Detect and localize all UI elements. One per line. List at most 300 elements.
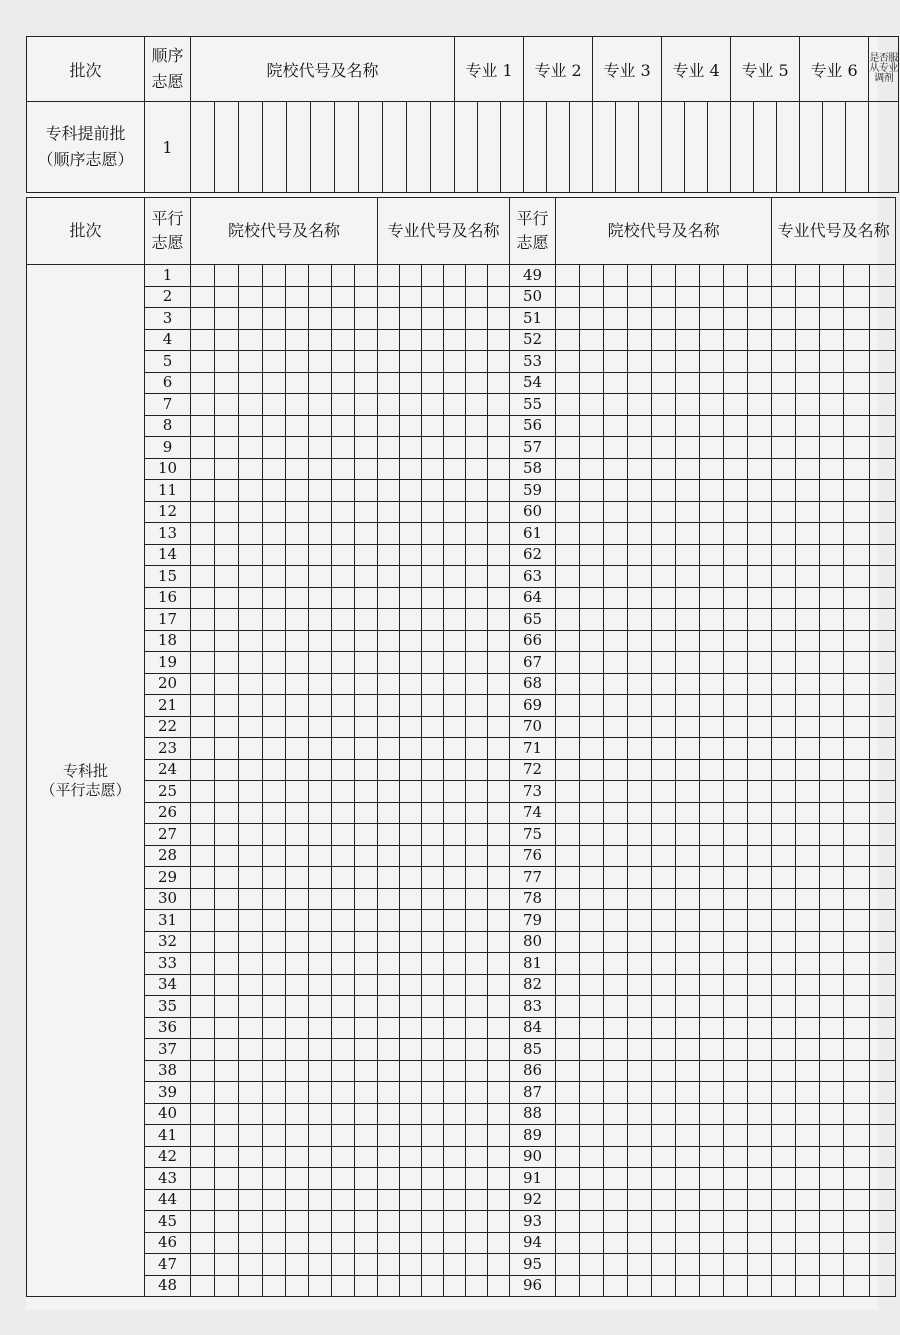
college-code-cell[interactable] bbox=[309, 351, 332, 373]
college-code-cell[interactable] bbox=[286, 1146, 309, 1168]
major-code-cell[interactable] bbox=[488, 974, 510, 996]
college-code-cell[interactable] bbox=[191, 781, 215, 803]
major-code-cell[interactable] bbox=[422, 1189, 444, 1211]
college-code-cell[interactable] bbox=[191, 480, 215, 502]
college-code-cell[interactable] bbox=[556, 1211, 580, 1233]
college-code-cell[interactable] bbox=[355, 695, 378, 717]
major-code-cell[interactable] bbox=[400, 415, 422, 437]
college-code-cell[interactable] bbox=[676, 1211, 700, 1233]
major-code-cell[interactable] bbox=[444, 630, 466, 652]
college-code-cell[interactable] bbox=[215, 609, 239, 631]
college-code-cell[interactable] bbox=[191, 824, 215, 846]
college-code-cell[interactable] bbox=[556, 716, 580, 738]
college-code-cell[interactable] bbox=[309, 1168, 332, 1190]
college-code-cell[interactable] bbox=[652, 265, 676, 287]
major-code-cell[interactable] bbox=[870, 673, 896, 695]
college-code-cell[interactable] bbox=[286, 544, 309, 566]
college-code-cell[interactable] bbox=[286, 286, 309, 308]
major-code-cell[interactable] bbox=[444, 953, 466, 975]
college-code-cell[interactable] bbox=[286, 265, 309, 287]
major-code-cell[interactable] bbox=[466, 587, 488, 609]
college-code-cell[interactable] bbox=[263, 329, 286, 351]
major-code-cell[interactable] bbox=[466, 716, 488, 738]
major-code-cell[interactable] bbox=[488, 738, 510, 760]
major-code-cell[interactable] bbox=[820, 501, 844, 523]
college-code-cell[interactable] bbox=[652, 630, 676, 652]
college-code-cell[interactable] bbox=[700, 1211, 724, 1233]
college-code-cell[interactable] bbox=[604, 372, 628, 394]
major-code-cell[interactable] bbox=[844, 1082, 870, 1104]
college-code-cell[interactable] bbox=[191, 695, 215, 717]
college-code-cell[interactable] bbox=[309, 1039, 332, 1061]
college-code-cell[interactable] bbox=[556, 1168, 580, 1190]
college-code-cell[interactable] bbox=[724, 480, 748, 502]
college-code-cell[interactable] bbox=[700, 437, 724, 459]
major-code-cell[interactable] bbox=[422, 372, 444, 394]
college-code-cell[interactable] bbox=[355, 1146, 378, 1168]
major-code-cell[interactable] bbox=[488, 953, 510, 975]
major-code-cell[interactable] bbox=[444, 587, 466, 609]
college-code-cell[interactable] bbox=[580, 372, 604, 394]
major-code-cell[interactable] bbox=[820, 867, 844, 889]
major-code-cell[interactable] bbox=[422, 910, 444, 932]
college-code-cell[interactable] bbox=[700, 802, 724, 824]
college-code-cell[interactable] bbox=[580, 480, 604, 502]
college-code-cell[interactable] bbox=[700, 372, 724, 394]
major-code-cell[interactable] bbox=[708, 102, 731, 193]
major-code-cell[interactable] bbox=[488, 1146, 510, 1168]
major-code-cell[interactable] bbox=[844, 845, 870, 867]
college-code-cell[interactable] bbox=[263, 802, 286, 824]
major-code-cell[interactable] bbox=[378, 781, 400, 803]
major-code-cell[interactable] bbox=[772, 759, 796, 781]
major-code-cell[interactable] bbox=[444, 910, 466, 932]
college-code-cell[interactable] bbox=[676, 716, 700, 738]
major-code-cell[interactable] bbox=[870, 759, 896, 781]
college-code-cell[interactable] bbox=[215, 974, 239, 996]
college-code-cell[interactable] bbox=[355, 329, 378, 351]
major-code-cell[interactable] bbox=[772, 931, 796, 953]
major-code-cell[interactable] bbox=[772, 480, 796, 502]
major-code-cell[interactable] bbox=[488, 652, 510, 674]
major-code-cell[interactable] bbox=[870, 1254, 896, 1276]
major-code-cell[interactable] bbox=[466, 286, 488, 308]
major-code-cell[interactable] bbox=[488, 781, 510, 803]
college-code-cell[interactable] bbox=[628, 931, 652, 953]
major-code-cell[interactable] bbox=[870, 286, 896, 308]
college-code-cell[interactable] bbox=[604, 652, 628, 674]
college-code-cell[interactable] bbox=[556, 587, 580, 609]
college-code-cell[interactable] bbox=[628, 286, 652, 308]
college-code-cell[interactable] bbox=[309, 716, 332, 738]
college-code-cell[interactable] bbox=[309, 480, 332, 502]
college-code-cell[interactable] bbox=[263, 953, 286, 975]
major-code-cell[interactable] bbox=[488, 1039, 510, 1061]
major-code-cell[interactable] bbox=[400, 845, 422, 867]
major-code-cell[interactable] bbox=[488, 286, 510, 308]
college-code-cell[interactable] bbox=[748, 329, 772, 351]
college-code-cell[interactable] bbox=[239, 1146, 263, 1168]
college-code-cell[interactable] bbox=[332, 695, 355, 717]
major-code-cell[interactable] bbox=[400, 867, 422, 889]
college-code-cell[interactable] bbox=[556, 1275, 580, 1297]
college-code-cell[interactable] bbox=[748, 630, 772, 652]
major-code-cell[interactable] bbox=[796, 802, 820, 824]
major-code-cell[interactable] bbox=[400, 308, 422, 330]
college-code-cell[interactable] bbox=[652, 1146, 676, 1168]
major-code-cell[interactable] bbox=[870, 308, 896, 330]
college-code-cell[interactable] bbox=[604, 458, 628, 480]
college-code-cell[interactable] bbox=[191, 974, 215, 996]
major-code-cell[interactable] bbox=[466, 308, 488, 330]
college-code-cell[interactable] bbox=[263, 1103, 286, 1125]
college-code-cell[interactable] bbox=[239, 1254, 263, 1276]
college-code-cell[interactable] bbox=[355, 781, 378, 803]
college-code-cell[interactable] bbox=[652, 953, 676, 975]
college-code-cell[interactable] bbox=[724, 931, 748, 953]
college-code-cell[interactable] bbox=[556, 351, 580, 373]
major-code-cell[interactable] bbox=[422, 867, 444, 889]
college-code-cell[interactable] bbox=[700, 1039, 724, 1061]
college-code-cell[interactable] bbox=[580, 1232, 604, 1254]
college-code-cell[interactable] bbox=[652, 1254, 676, 1276]
college-code-cell[interactable] bbox=[191, 630, 215, 652]
college-code-cell[interactable] bbox=[748, 738, 772, 760]
college-code-cell[interactable] bbox=[700, 1017, 724, 1039]
college-code-cell[interactable] bbox=[332, 824, 355, 846]
college-code-cell[interactable] bbox=[652, 501, 676, 523]
major-code-cell[interactable] bbox=[400, 1103, 422, 1125]
college-code-cell[interactable] bbox=[748, 781, 772, 803]
major-code-cell[interactable] bbox=[422, 738, 444, 760]
college-code-cell[interactable] bbox=[628, 566, 652, 588]
major-code-cell[interactable] bbox=[422, 974, 444, 996]
college-code-cell[interactable] bbox=[215, 1082, 239, 1104]
major-code-cell[interactable] bbox=[444, 372, 466, 394]
college-code-cell[interactable] bbox=[263, 566, 286, 588]
college-code-cell[interactable] bbox=[332, 845, 355, 867]
major-code-cell[interactable] bbox=[400, 544, 422, 566]
major-code-cell[interactable] bbox=[796, 716, 820, 738]
major-code-cell[interactable] bbox=[820, 1232, 844, 1254]
college-code-cell[interactable] bbox=[676, 953, 700, 975]
college-code-cell[interactable] bbox=[286, 781, 309, 803]
college-code-cell[interactable] bbox=[215, 1168, 239, 1190]
college-code-cell[interactable] bbox=[748, 308, 772, 330]
college-code-cell[interactable] bbox=[191, 759, 215, 781]
major-code-cell[interactable] bbox=[870, 910, 896, 932]
major-code-cell[interactable] bbox=[422, 1275, 444, 1297]
college-code-cell[interactable] bbox=[191, 415, 215, 437]
college-code-cell[interactable] bbox=[239, 802, 263, 824]
major-code-cell[interactable] bbox=[466, 1060, 488, 1082]
college-code-cell[interactable] bbox=[556, 695, 580, 717]
college-code-cell[interactable] bbox=[700, 265, 724, 287]
major-code-cell[interactable] bbox=[466, 501, 488, 523]
major-code-cell[interactable] bbox=[422, 523, 444, 545]
college-code-cell[interactable] bbox=[676, 888, 700, 910]
college-code-cell[interactable] bbox=[556, 458, 580, 480]
major-code-cell[interactable] bbox=[444, 1189, 466, 1211]
major-code-cell[interactable] bbox=[466, 953, 488, 975]
college-code-cell[interactable] bbox=[309, 265, 332, 287]
college-code-cell[interactable] bbox=[263, 630, 286, 652]
college-code-cell[interactable] bbox=[628, 845, 652, 867]
college-code-cell[interactable] bbox=[332, 437, 355, 459]
major-code-cell[interactable] bbox=[772, 308, 796, 330]
major-code-cell[interactable] bbox=[796, 1082, 820, 1104]
college-code-cell[interactable] bbox=[191, 931, 215, 953]
major-code-cell[interactable] bbox=[466, 802, 488, 824]
major-code-cell[interactable] bbox=[796, 1211, 820, 1233]
college-code-cell[interactable] bbox=[652, 1168, 676, 1190]
college-code-cell[interactable] bbox=[239, 1189, 263, 1211]
college-code-cell[interactable] bbox=[580, 802, 604, 824]
college-code-cell[interactable] bbox=[604, 544, 628, 566]
college-code-cell[interactable] bbox=[724, 1103, 748, 1125]
major-code-cell[interactable] bbox=[772, 953, 796, 975]
college-code-cell[interactable] bbox=[286, 652, 309, 674]
college-code-cell[interactable] bbox=[286, 630, 309, 652]
college-code-cell[interactable] bbox=[700, 1168, 724, 1190]
major-code-cell[interactable] bbox=[772, 1168, 796, 1190]
college-code-cell[interactable] bbox=[580, 1082, 604, 1104]
major-code-cell[interactable] bbox=[400, 802, 422, 824]
college-code-cell[interactable] bbox=[215, 286, 239, 308]
college-code-cell[interactable] bbox=[215, 308, 239, 330]
college-code-cell[interactable] bbox=[332, 372, 355, 394]
college-code-cell[interactable] bbox=[676, 437, 700, 459]
college-code-cell[interactable] bbox=[700, 609, 724, 631]
major-code-cell[interactable] bbox=[422, 996, 444, 1018]
major-code-cell[interactable] bbox=[772, 1232, 796, 1254]
major-code-cell[interactable] bbox=[466, 609, 488, 631]
college-code-cell[interactable] bbox=[191, 845, 215, 867]
major-code-cell[interactable] bbox=[378, 652, 400, 674]
college-code-cell[interactable] bbox=[191, 1211, 215, 1233]
major-code-cell[interactable] bbox=[444, 695, 466, 717]
college-code-cell[interactable] bbox=[332, 1039, 355, 1061]
major-code-cell[interactable] bbox=[444, 351, 466, 373]
college-code-cell[interactable] bbox=[724, 458, 748, 480]
major-code-cell[interactable] bbox=[844, 1039, 870, 1061]
college-code-cell[interactable] bbox=[263, 996, 286, 1018]
major-code-cell[interactable] bbox=[844, 1275, 870, 1297]
college-code-cell[interactable] bbox=[286, 415, 309, 437]
major-code-cell[interactable] bbox=[488, 1168, 510, 1190]
college-code-cell[interactable] bbox=[748, 1039, 772, 1061]
major-code-cell[interactable] bbox=[870, 1039, 896, 1061]
college-code-cell[interactable] bbox=[700, 974, 724, 996]
college-code-cell[interactable] bbox=[724, 1125, 748, 1147]
college-code-cell[interactable] bbox=[332, 265, 355, 287]
major-code-cell[interactable] bbox=[378, 996, 400, 1018]
college-code-cell[interactable] bbox=[580, 845, 604, 867]
major-code-cell[interactable] bbox=[772, 996, 796, 1018]
college-code-cell[interactable] bbox=[355, 931, 378, 953]
college-code-cell[interactable] bbox=[580, 394, 604, 416]
college-code-cell[interactable] bbox=[724, 1060, 748, 1082]
major-code-cell[interactable] bbox=[870, 845, 896, 867]
college-code-cell[interactable] bbox=[556, 501, 580, 523]
college-code-cell[interactable] bbox=[676, 415, 700, 437]
college-code-cell[interactable] bbox=[332, 480, 355, 502]
major-code-cell[interactable] bbox=[772, 695, 796, 717]
major-code-cell[interactable] bbox=[422, 802, 444, 824]
major-code-cell[interactable] bbox=[378, 523, 400, 545]
college-code-cell[interactable] bbox=[604, 1211, 628, 1233]
major-code-cell[interactable] bbox=[772, 716, 796, 738]
major-code-cell[interactable] bbox=[400, 931, 422, 953]
college-code-cell[interactable] bbox=[676, 630, 700, 652]
major-code-cell[interactable] bbox=[488, 802, 510, 824]
major-code-cell[interactable] bbox=[378, 759, 400, 781]
college-code-cell[interactable] bbox=[676, 802, 700, 824]
major-code-cell[interactable] bbox=[772, 652, 796, 674]
college-code-cell[interactable] bbox=[263, 673, 286, 695]
college-code-cell[interactable] bbox=[652, 652, 676, 674]
college-code-cell[interactable] bbox=[309, 759, 332, 781]
major-code-cell[interactable] bbox=[400, 996, 422, 1018]
major-code-cell[interactable] bbox=[378, 609, 400, 631]
major-code-cell[interactable] bbox=[772, 329, 796, 351]
major-code-cell[interactable] bbox=[820, 1039, 844, 1061]
major-code-cell[interactable] bbox=[820, 630, 844, 652]
college-code-cell[interactable] bbox=[580, 1125, 604, 1147]
major-code-cell[interactable] bbox=[796, 372, 820, 394]
college-code-cell[interactable] bbox=[724, 1189, 748, 1211]
major-code-cell[interactable] bbox=[488, 824, 510, 846]
college-code-cell[interactable] bbox=[700, 587, 724, 609]
college-code-cell[interactable] bbox=[556, 738, 580, 760]
college-code-cell[interactable] bbox=[332, 953, 355, 975]
college-code-cell[interactable] bbox=[263, 910, 286, 932]
college-code-cell[interactable] bbox=[355, 480, 378, 502]
college-code-cell[interactable] bbox=[286, 738, 309, 760]
major-code-cell[interactable] bbox=[820, 996, 844, 1018]
major-code-cell[interactable] bbox=[796, 1275, 820, 1297]
college-code-cell[interactable] bbox=[263, 1082, 286, 1104]
major-code-cell[interactable] bbox=[400, 566, 422, 588]
college-code-cell[interactable] bbox=[239, 630, 263, 652]
college-code-cell[interactable] bbox=[724, 759, 748, 781]
major-code-cell[interactable] bbox=[772, 630, 796, 652]
major-code-cell[interactable] bbox=[796, 1146, 820, 1168]
college-code-cell[interactable] bbox=[652, 802, 676, 824]
college-code-cell[interactable] bbox=[355, 1189, 378, 1211]
major-code-cell[interactable] bbox=[820, 1211, 844, 1233]
major-code-cell[interactable] bbox=[488, 1017, 510, 1039]
major-code-cell[interactable] bbox=[772, 802, 796, 824]
major-code-cell[interactable] bbox=[772, 587, 796, 609]
major-code-cell[interactable] bbox=[820, 931, 844, 953]
college-code-cell[interactable] bbox=[263, 738, 286, 760]
major-code-cell[interactable] bbox=[844, 415, 870, 437]
college-code-cell[interactable] bbox=[724, 1017, 748, 1039]
college-code-cell[interactable] bbox=[748, 716, 772, 738]
college-code-cell[interactable] bbox=[355, 265, 378, 287]
college-code-cell[interactable] bbox=[580, 437, 604, 459]
college-code-cell[interactable] bbox=[239, 1039, 263, 1061]
major-code-cell[interactable] bbox=[422, 781, 444, 803]
college-code-cell[interactable] bbox=[604, 630, 628, 652]
college-code-cell[interactable] bbox=[724, 781, 748, 803]
major-code-cell[interactable] bbox=[378, 1017, 400, 1039]
major-code-cell[interactable] bbox=[488, 888, 510, 910]
major-code-cell[interactable] bbox=[400, 974, 422, 996]
college-code-cell[interactable] bbox=[355, 609, 378, 631]
major-code-cell[interactable] bbox=[466, 415, 488, 437]
college-code-cell[interactable] bbox=[191, 286, 215, 308]
major-code-cell[interactable] bbox=[444, 1060, 466, 1082]
college-code-cell[interactable] bbox=[700, 458, 724, 480]
college-code-cell[interactable] bbox=[652, 867, 676, 889]
major-code-cell[interactable] bbox=[422, 394, 444, 416]
college-code-cell[interactable] bbox=[628, 1060, 652, 1082]
major-code-cell[interactable] bbox=[796, 738, 820, 760]
college-code-cell[interactable] bbox=[309, 673, 332, 695]
college-code-cell[interactable] bbox=[724, 867, 748, 889]
college-code-cell[interactable] bbox=[191, 1232, 215, 1254]
major-code-cell[interactable] bbox=[444, 974, 466, 996]
college-code-cell[interactable] bbox=[580, 609, 604, 631]
college-code-cell[interactable] bbox=[191, 523, 215, 545]
major-code-cell[interactable] bbox=[466, 480, 488, 502]
major-code-cell[interactable] bbox=[772, 1275, 796, 1297]
major-code-cell[interactable] bbox=[772, 1146, 796, 1168]
college-code-cell[interactable] bbox=[355, 394, 378, 416]
college-code-cell[interactable] bbox=[580, 996, 604, 1018]
college-code-cell[interactable] bbox=[263, 437, 286, 459]
college-code-cell[interactable] bbox=[604, 695, 628, 717]
college-code-cell[interactable] bbox=[580, 329, 604, 351]
college-code-cell[interactable] bbox=[604, 802, 628, 824]
college-code-cell[interactable] bbox=[604, 587, 628, 609]
major-code-cell[interactable] bbox=[772, 867, 796, 889]
major-code-cell[interactable] bbox=[466, 1189, 488, 1211]
college-code-cell[interactable] bbox=[652, 1211, 676, 1233]
major-code-cell[interactable] bbox=[378, 587, 400, 609]
major-code-cell[interactable] bbox=[844, 501, 870, 523]
major-code-cell[interactable] bbox=[422, 1060, 444, 1082]
major-code-cell[interactable] bbox=[844, 781, 870, 803]
major-code-cell[interactable] bbox=[820, 673, 844, 695]
college-code-cell[interactable] bbox=[724, 738, 748, 760]
college-code-cell[interactable] bbox=[580, 351, 604, 373]
major-code-cell[interactable] bbox=[400, 1275, 422, 1297]
college-code-cell[interactable] bbox=[332, 781, 355, 803]
college-code-cell[interactable] bbox=[652, 372, 676, 394]
major-code-cell[interactable] bbox=[444, 824, 466, 846]
college-code-cell[interactable] bbox=[604, 1103, 628, 1125]
major-code-cell[interactable] bbox=[466, 630, 488, 652]
major-code-cell[interactable] bbox=[422, 1168, 444, 1190]
college-code-cell[interactable] bbox=[355, 1168, 378, 1190]
college-code-cell[interactable] bbox=[652, 1082, 676, 1104]
college-code-cell[interactable] bbox=[604, 738, 628, 760]
college-code-cell[interactable] bbox=[355, 1275, 378, 1297]
college-code-cell[interactable] bbox=[215, 673, 239, 695]
college-code-cell[interactable] bbox=[580, 265, 604, 287]
college-code-cell[interactable] bbox=[556, 1232, 580, 1254]
major-code-cell[interactable] bbox=[844, 716, 870, 738]
major-code-cell[interactable] bbox=[466, 996, 488, 1018]
college-code-cell[interactable] bbox=[215, 394, 239, 416]
college-code-cell[interactable] bbox=[263, 480, 286, 502]
major-code-cell[interactable] bbox=[400, 673, 422, 695]
major-code-cell[interactable] bbox=[466, 1275, 488, 1297]
major-code-cell[interactable] bbox=[455, 102, 478, 193]
